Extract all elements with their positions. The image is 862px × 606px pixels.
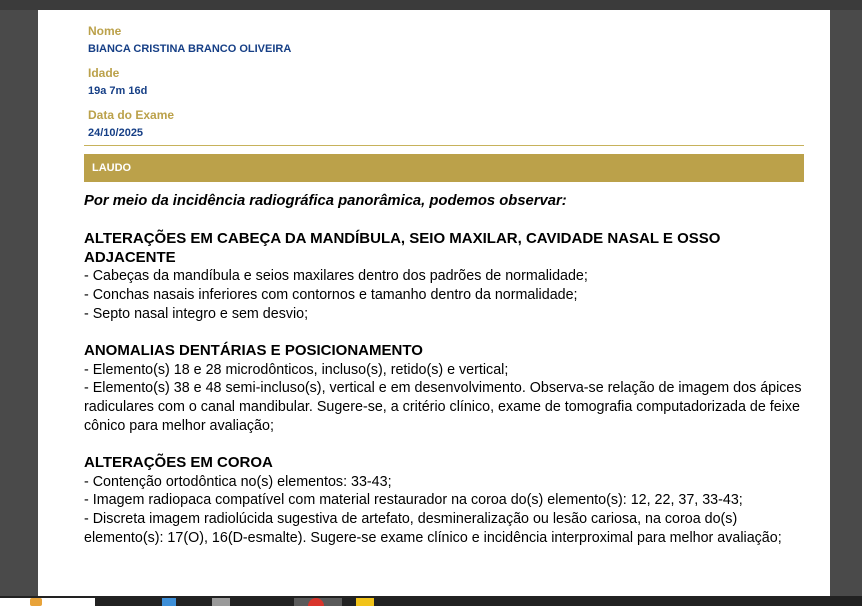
patient-name-label: Nome	[88, 24, 122, 38]
section-anomalias-dentarias	[84, 342, 804, 436]
patient-age-block	[88, 66, 147, 97]
section-line: - Cabeças da mandíbula e seios maxilares dentro dos padrões de normalidade;	[84, 268, 588, 285]
section-line: - Elemento(s) 38 e 48 semi-incluso(s), vertical e em desenvolvimento. Observa-se relação de imagem dos ápices radiculares com o canal mandibular. Sugere-se, a critério clínico, exame de tomografia computadorizada de feixe cônico para melhor avaliação;	[84, 380, 802, 434]
section-title: ALTERAÇÕES EM COROA	[84, 453, 273, 471]
section-line: - Imagem radiopaca compatível com material restaurador na coroa do(s) elemento(s): 12, 22, 37, 33-43;	[84, 492, 743, 509]
patient-name-block	[88, 24, 291, 55]
divider-rule	[84, 145, 804, 146]
exam-date-block	[88, 108, 174, 139]
section-line: - Septo nasal integro e sem desvio;	[84, 305, 309, 322]
patient-name-value: BIANCA CRISTINA BRANCO OLIVEIRA	[88, 43, 292, 55]
exam-date-value: 24/10/2025	[88, 127, 144, 139]
section-cabeca-mandibula	[84, 230, 804, 324]
document-page	[38, 10, 830, 596]
report-intro: Por meio da incidência radiográfica panorâmica, podemos observar:	[84, 193, 567, 209]
taskbar	[0, 596, 862, 606]
section-alteracoes-coroa	[84, 454, 804, 548]
taskbar-app-icon[interactable]	[30, 598, 42, 606]
taskbar-app-icon[interactable]	[162, 598, 176, 606]
section-title: ALTERAÇÕES EM CABEÇA DA MANDÍBULA, SEIO MAXILAR, CAVIDADE NASAL E OSSO ADJACENTE	[84, 229, 721, 266]
section-line: - Elemento(s) 18 e 28 microdônticos, incluso(s), retido(s) e vertical;	[84, 361, 509, 378]
patient-age-label: Idade	[88, 66, 120, 80]
taskbar-search-box[interactable]	[0, 598, 95, 606]
exam-date-label: Data do Exame	[88, 108, 175, 122]
patient-age-value: 19a 7m 16d	[88, 85, 148, 97]
folder-icon[interactable]	[356, 598, 374, 606]
taskbar-app-icon[interactable]	[212, 598, 230, 606]
section-line: - Conchas nasais inferiores com contornos e tamanho dentro da normalidade;	[84, 287, 578, 304]
section-line: - Discreta imagem radiolúcida sugestiva de artefato, desmineralização ou lesão cariosa, na coroa do(s) elemento(s): 17(O), 16(D-esmalte). Sugere-se exame clínico e incidência interproximal para melhor avaliação;	[84, 511, 782, 546]
section-title: ANOMALIAS DENTÁRIAS E POSICIONAMENTO	[84, 341, 423, 359]
window-top-strip	[0, 0, 862, 10]
report-body	[84, 192, 804, 566]
laudo-header-bar: LAUDO	[84, 154, 804, 182]
section-line: - Contenção ortodôntica no(s) elementos: 33-43;	[84, 473, 392, 490]
